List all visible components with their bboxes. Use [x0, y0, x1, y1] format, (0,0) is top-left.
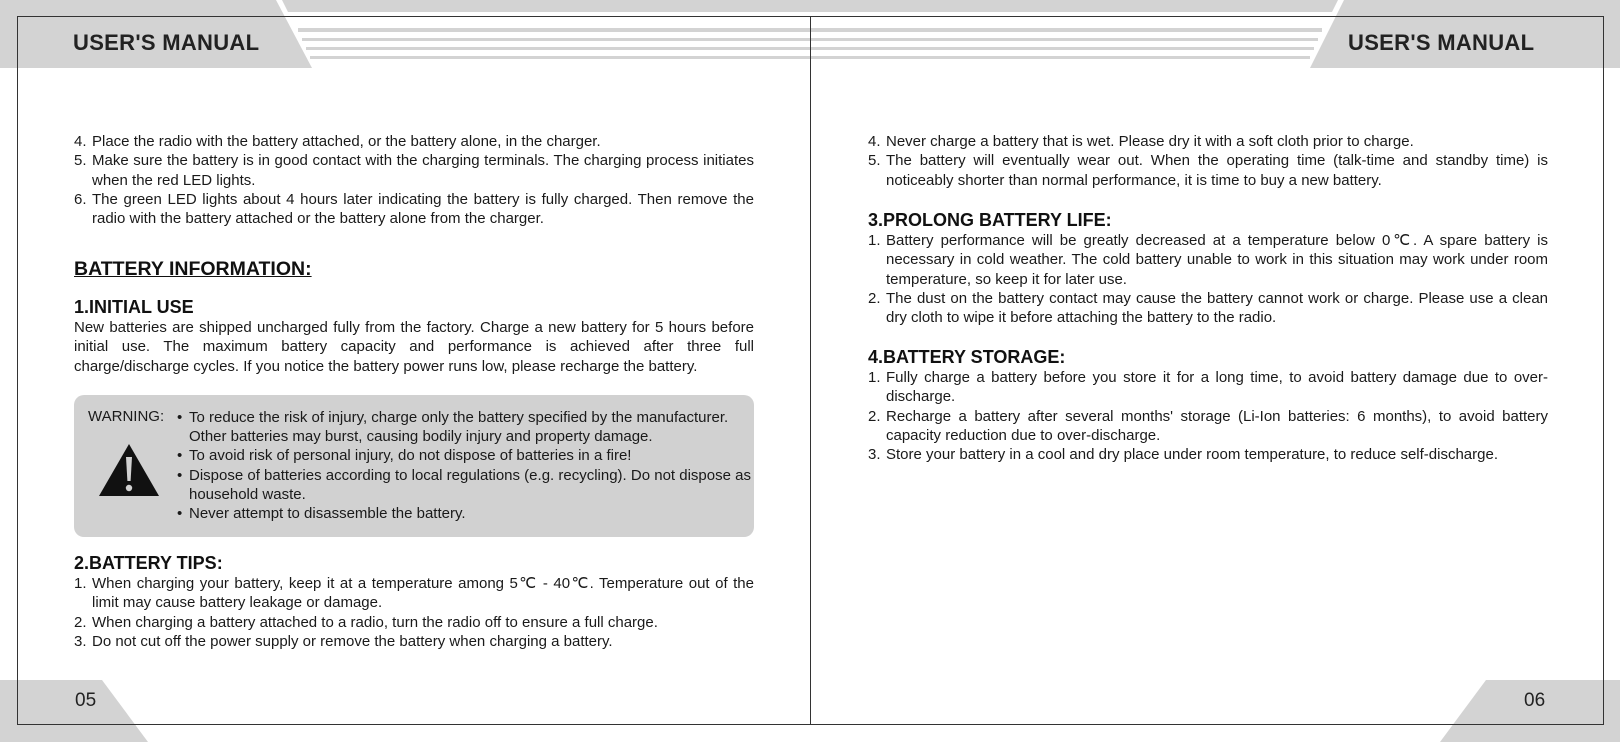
- battery-storage-heading: 4.BATTERY STORAGE:: [868, 347, 1066, 367]
- list-item: 2. The dust on the battery contact may cause the battery cannot work or charge. Please use a clean dry cloth to wipe it before attaching the battery to the radio.: [868, 289, 1548, 327]
- list-item: 5. Make sure the battery is in good contact with the charging terminals. The charging process initiates when the red LED lights.: [74, 152, 754, 189]
- header-title-left: USER'S MANUAL: [73, 30, 260, 55]
- battery-information-heading: BATTERY INFORMATION:: [74, 258, 312, 280]
- list-item: 3. Store your battery in a cool and dry place under room temperature, to reduce self-discharge.: [868, 446, 1498, 464]
- prolong-list: [868, 231, 1548, 327]
- list-item: 1. Battery performance will be greatly decreased at a temperature below 0℃. A spare battery is necessary in cold weather. The cold battery unable to work in this situation may work under room temperature, so keep it for later use.: [868, 232, 1548, 288]
- tips-continued-list: [868, 132, 1548, 190]
- list-item: 2. When charging a battery attached to a radio, turn the radio off to ensure a full charge.: [74, 613, 658, 631]
- list-item: 5. The battery will eventually wear out. When the operating time (talk-time and standby time) is noticeably shorter than normal performance, it is time to buy a new battery.: [868, 152, 1548, 189]
- prolong-battery-life-heading: 3.PROLONG BATTERY LIFE:: [868, 210, 1112, 230]
- header-title-right: USER'S MANUAL: [1348, 30, 1535, 55]
- storage-list: [868, 368, 1548, 464]
- warning-item: • Dispose of batteries according to local regulations (e.g. recycling). Do not dispose as household waste.: [177, 466, 751, 503]
- warning-triangle-icon: [98, 443, 160, 497]
- list-item: 4. Place the radio with the battery attached, or the battery alone, in the charger.: [74, 133, 601, 150]
- list-item: 2. Recharge a battery after several months' storage (Li-Ion batteries: 6 months), to avoid battery capacity reduction due to over-discharge.: [868, 407, 1548, 444]
- list-item: 1. When charging your battery, keep it at a temperature among 5℃ - 40℃. Temperature out of the limit may cause battery leakage or damage.: [74, 575, 754, 612]
- charging-steps-list: [74, 132, 754, 228]
- warning-label: WARNING:: [88, 408, 165, 425]
- initial-use-text: New batteries are shipped uncharged fully from the factory. Charge a new battery for 5 hours before initial use. The maximum battery capacity and performance is achieved after three full charge/discharge cycles. If you notice the battery power runs low, please recharge the battery.: [74, 319, 754, 375]
- list-item: 4. Never charge a battery that is wet. Please dry it with a soft cloth prior to charge.: [868, 133, 1414, 150]
- warning-item: • To avoid risk of personal injury, do not dispose of batteries in a fire!: [177, 447, 632, 465]
- list-item: 3. Do not cut off the power supply or remove the battery when charging a battery.: [74, 632, 613, 650]
- header-stripe-top: [282, 0, 1338, 12]
- spread-divider: [810, 16, 811, 725]
- list-item: 1. Fully charge a battery before you store it for a long time, to avoid battery damage due to over-discharge.: [868, 369, 1548, 406]
- warning-list: [177, 408, 752, 523]
- warning-item: • To reduce the risk of injury, charge only the battery specified by the manufacturer. Other batteries may burst, causing bodily injury and property damage.: [177, 409, 729, 446]
- battery-tips-list: [74, 574, 754, 651]
- warning-item: • Never attempt to disassemble the battery.: [177, 505, 466, 523]
- page-number-right: 06: [1524, 690, 1546, 711]
- page-number-left: 05: [75, 690, 97, 711]
- initial-use-heading: 1.INITIAL USE: [74, 297, 194, 317]
- list-item: 6. The green LED lights about 4 hours later indicating the battery is fully charged. Then remove the radio with the battery attached or the battery alone from the charger.: [74, 190, 754, 228]
- battery-tips-heading: 2.BATTERY TIPS:: [74, 553, 223, 573]
